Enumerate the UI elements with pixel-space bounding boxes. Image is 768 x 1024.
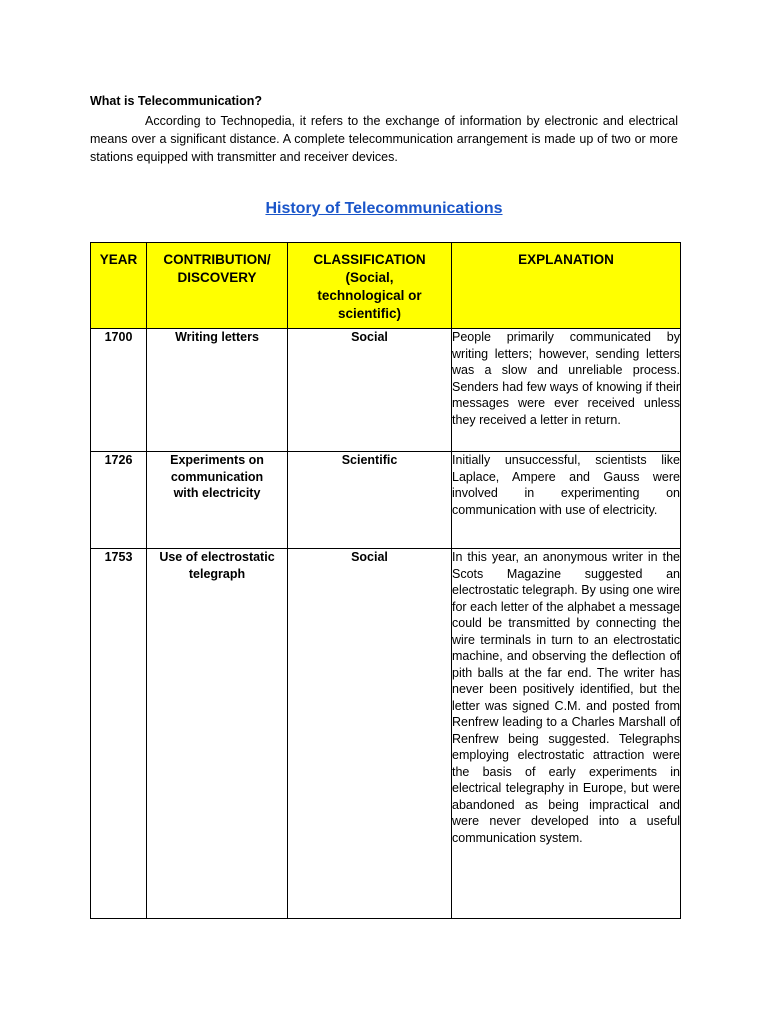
cell-year: 1753 — [91, 549, 147, 919]
table-row — [91, 549, 681, 919]
cell-contribution: Experiments on communication with electricity — [147, 452, 288, 549]
header-row — [91, 243, 681, 329]
section-title: History of Telecommunications — [265, 200, 503, 217]
cell-year: 1700 — [91, 329, 147, 452]
header-year: YEAR — [91, 243, 147, 329]
question-heading: What is Telecommunication? — [90, 94, 263, 108]
intro-paragraph: According to Technopedia, it refers to the exchange of information by electronic and electrical means over a significant distance. A complete telecommunication arrangement is made up of two or more stations equipped with transmitter and receiver devices. — [90, 114, 678, 164]
cell-explanation: In this year, an anonymous writer in the Scots Magazine suggested an electrostatic telegraph. By using one wire for each letter of the alphabet a message could be transmitted by connecting the wire terminals in turn to an electrostatic machine, and observing the deflection of pith balls at the far end. The writer has never been positively identified, but the letter was signed C.M. and posted from Renfrew leading to a Charles Marshall of Renfrew being suggested. Telegraphs employing electrostatic attraction were the basis of early experiments in electrical telegraphy in Europe, but were abandoned as being impractical and were never developed into a useful communication system. — [452, 549, 681, 919]
cell-year: 1726 — [91, 452, 147, 549]
cell-explanation: Initially unsuccessful, scientists like Laplace, Ampere and Gauss were involved in experimenting on communication with use of electricity. — [452, 452, 681, 549]
cell-classification: Social — [288, 549, 452, 919]
header-explanation: EXPLANATION — [452, 243, 681, 329]
header-contribution: CONTRIBUTION/ DISCOVERY — [147, 243, 288, 329]
cell-classification: Social — [288, 329, 452, 452]
table-row — [91, 452, 681, 549]
table-row — [91, 329, 681, 452]
cell-contribution: Writing letters — [147, 329, 288, 452]
cell-classification: Scientific — [288, 452, 452, 549]
cell-explanation: People primarily communicated by writing letters; however, sending letters was a slow and unreliable process. Senders had few ways of knowing if their messages were ever received unless they received a letter in return. — [452, 329, 681, 452]
table-body — [91, 329, 681, 919]
history-table — [90, 242, 681, 919]
cell-contribution: Use of electrostatic telegraph — [147, 549, 288, 919]
table-header — [91, 243, 681, 329]
header-classification: CLASSIFICATION (Social, technological or scientific) — [288, 243, 452, 329]
